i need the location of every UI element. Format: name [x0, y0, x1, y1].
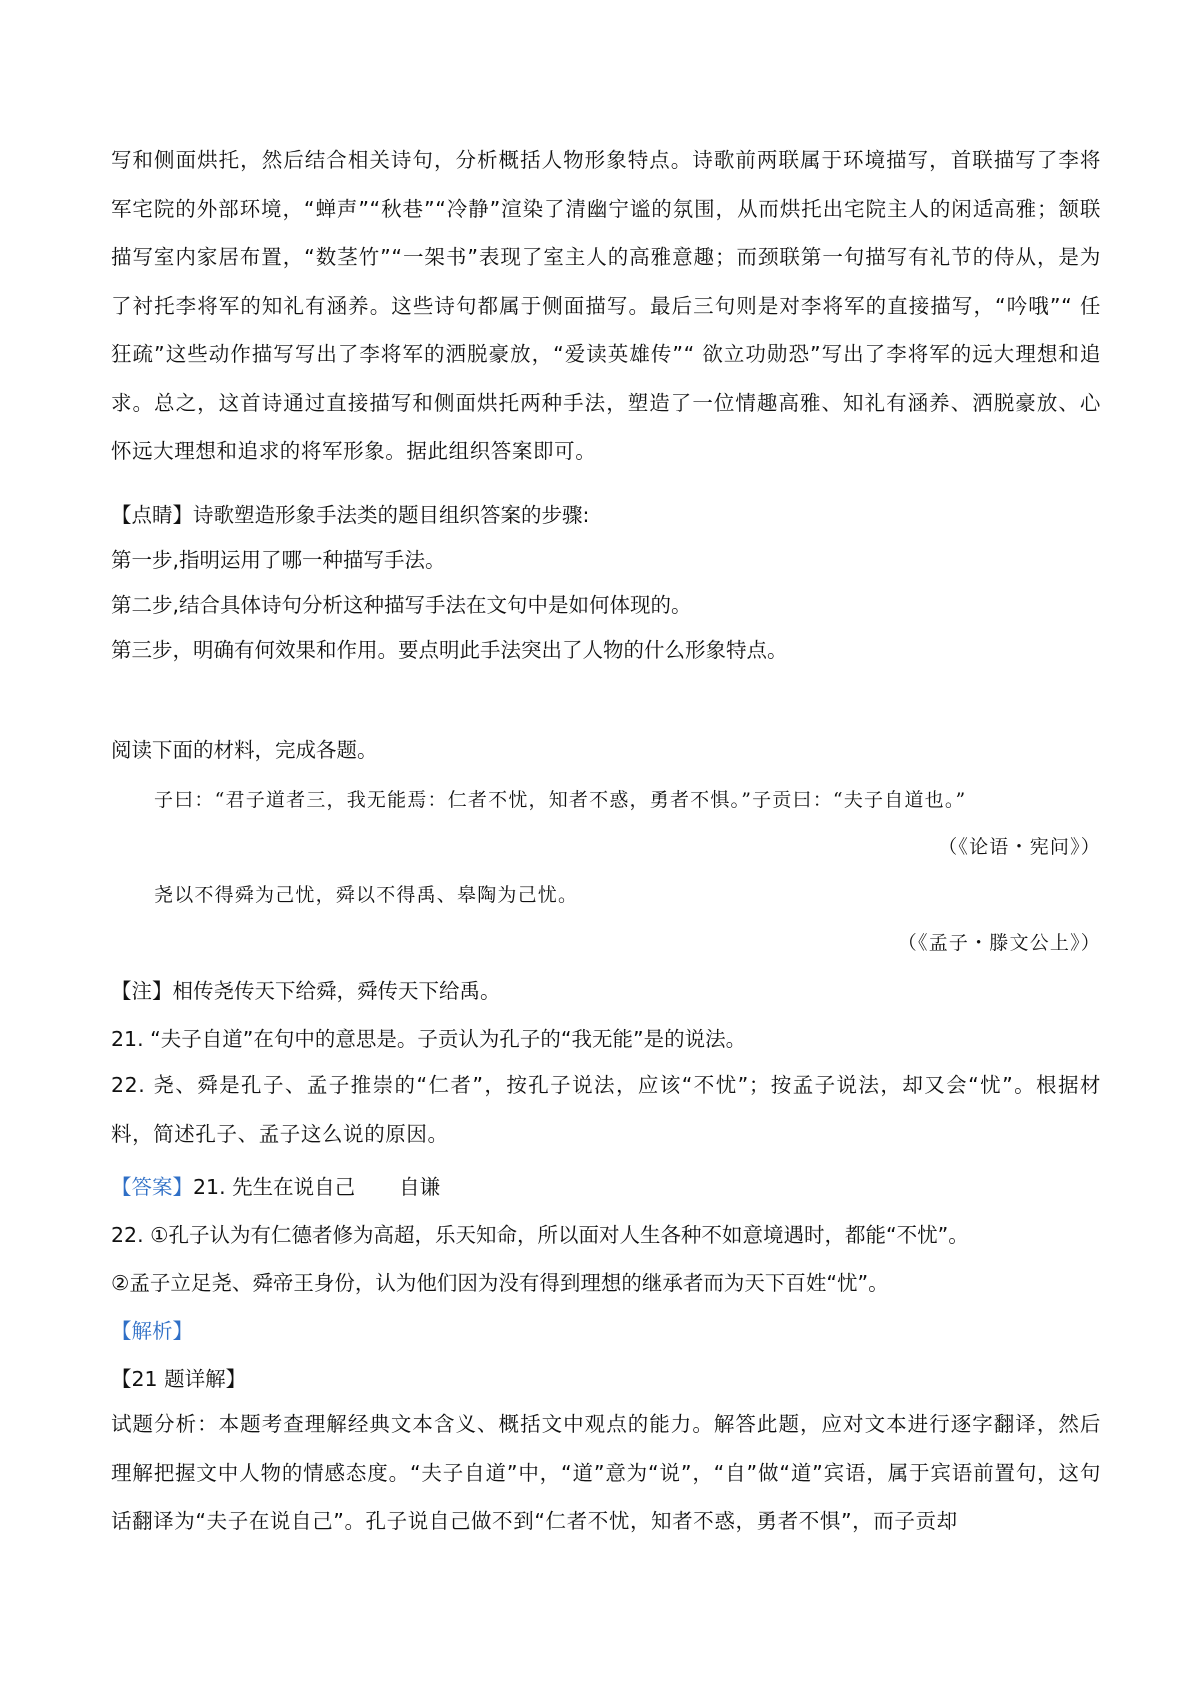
tip-step-1: 第一步,指明运用了哪一种描写手法。: [111, 548, 446, 572]
answer-line-21: [111, 1172, 1101, 1202]
tip-step-2: 第二步,结合具体诗句分析这种描写手法在文句中是如何体现的。: [111, 593, 692, 617]
quote-mengzi: 尧以不得舜为己忧，舜以不得禹、皋陶为己忧。: [154, 884, 579, 906]
question-21: 21. “夫子自道”在句中的意思是。子贡认为孔子的“我无能”是的说法。: [111, 1027, 747, 1051]
q21-detail-title: 【21 题详解】: [111, 1367, 247, 1391]
answer-22-1: 22. ①孔子认为有仁德者修为高超，乐天知命，所以面对人生各种不如意境遇时，都能“不忧”。: [111, 1223, 969, 1247]
tip-step-3: 第三步，明确有何效果和作用。要点明此手法突出了人物的什么形象特点。: [111, 638, 788, 662]
source-mengzi: （《孟子・滕文公上》）: [897, 932, 1101, 954]
tip-title: 【点睛】诗歌塑造形象手法类的题目组织答案的步骤:: [111, 503, 590, 527]
reading-intro: 阅读下面的材料，完成各题。: [111, 738, 378, 762]
question-22: 22. 尧、舜是孔子、孟子推崇的“仁者”，按孔子说法，应该“不忧”；按孟子说法，却又会“忧”。根据材料，简述孔子、孟子这么说的原因。: [111, 1073, 1101, 1146]
answer-label: 【答案】: [111, 1175, 193, 1199]
answer-21b: 自谦: [399, 1175, 441, 1199]
source-lunyu: （《论语・宪问》）: [938, 836, 1101, 858]
jiexi-label: 【解析】: [111, 1319, 193, 1343]
q21-detail-body: 试题分析：本题考查理解经典文本含义、概括文中观点的能力。解答此题，应对文本进行逐字翻译，然后理解把握文中人物的情感态度。“夫子自道”中，“道”意为“说”，“自”做“道”宾语，属于宾语前置句，这句话翻译为“夫子在说自己”。孔子说自己做不到“仁者不忧，知者不惑，勇者不惧”，而子贡却: [111, 1412, 1101, 1533]
note: 【注】相传尧传天下给舜，舜传天下给禹。: [111, 979, 501, 1003]
answer-22-2: ②孟子立足尧、舜帝王身份，认为他们因为没有得到理想的继承者而为天下百姓“忧”。: [111, 1271, 889, 1295]
analysis-paragraph: 写和侧面烘托，然后结合相关诗句，分析概括人物形象特点。诗歌前两联属于环境描写，首联描写了李将军宅院的外部环境，“蝉声”“秋巷”“冷静”渲染了清幽宁谧的氛围，从而烘托出宅院主人的闲适高雅；颔联描写室内家居布置，“数茎竹”“一架书”表现了室主人的高雅意趣；而颈联第一句描写有礼节的侍从，是为了衬托李将军的知礼有涵养。这些诗句都属于侧面描写。最后三句则是对李将军的直接描写，“吟哦”“ 任狂疏”这些动作描写写出了李将军的洒脱豪放，“爱读英雄传”“ 欲立功勋恐”写出了李将军的远大理想和追求。总之，这首诗通过直接描写和侧面烘托两种手法，塑造了一位情趣高雅、知礼有涵养、洒脱豪放、心怀远大理想和追求的将军形象。据此组织答案即可。: [111, 148, 1101, 463]
answer-21: 21. 先生在说自己: [193, 1175, 356, 1199]
quote-lunyu: 子曰：“君子道者三，我无能焉：仁者不忧，知者不惑，勇者不惧。”子贡曰：“夫子自道也。”: [154, 789, 967, 811]
